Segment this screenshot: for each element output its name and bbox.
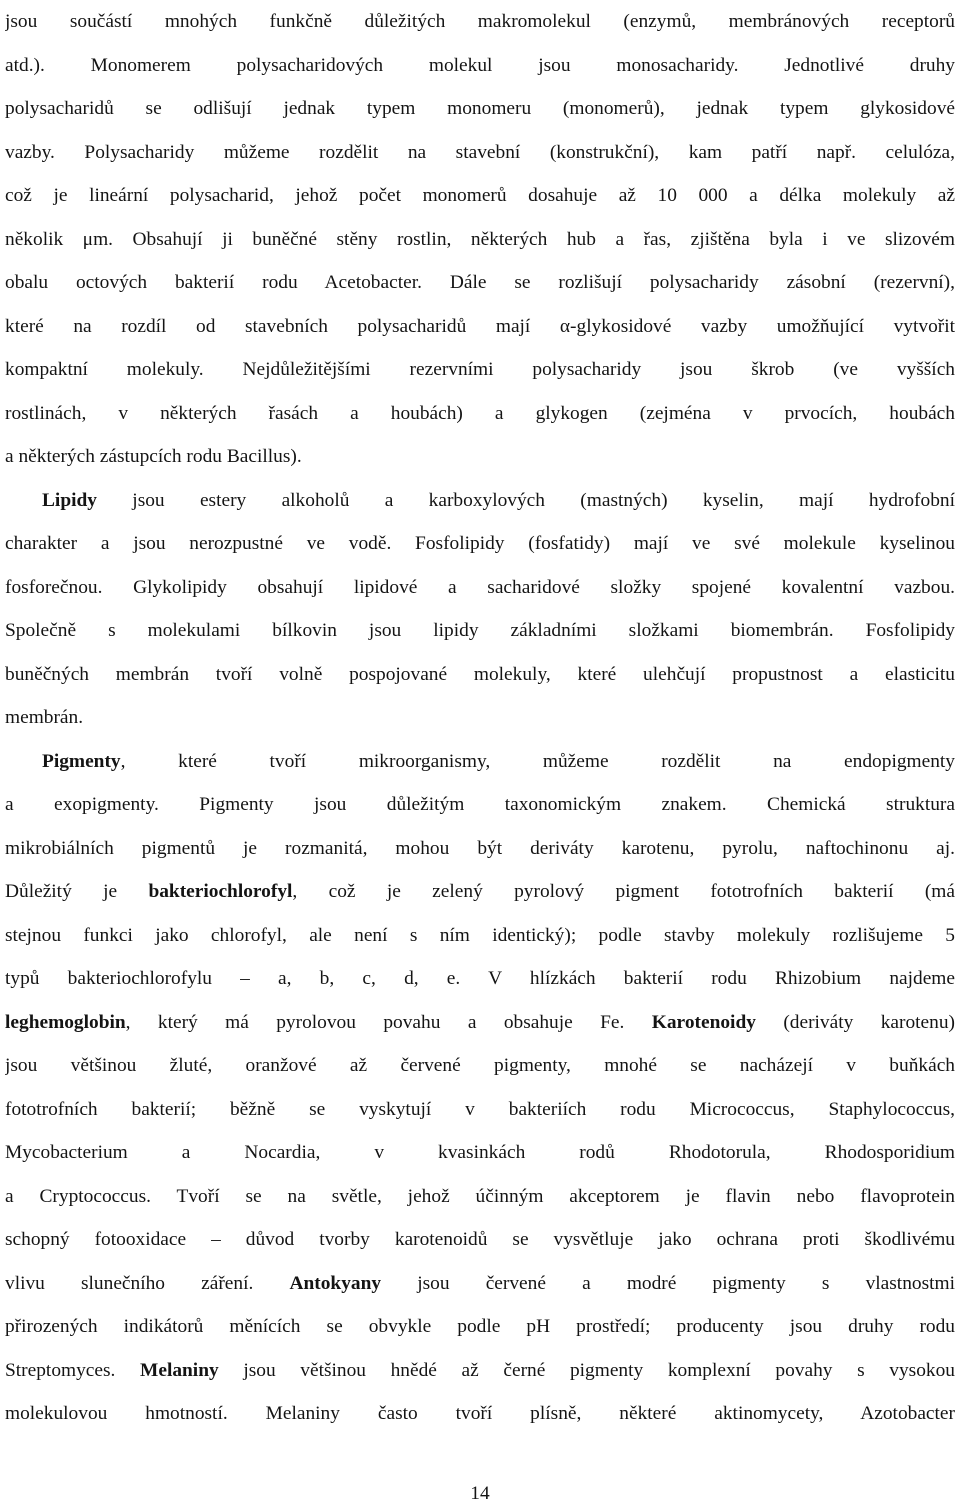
text-line: fosforečnou. Glykolipidy obsahují lipidové a sacharidové složky spojené kovalentní vazbou. bbox=[5, 576, 955, 598]
text-line: Mycobacterium a Nocardia, v kvasinkách rodů Rhodotorula, Rhodosporidium bbox=[5, 1142, 955, 1163]
text-line: jsou většinou žluté, oranžové až červené pigmenty, mnohé se nacházejí v buňkách bbox=[5, 1055, 955, 1076]
text-line: obalu octových bakterií rodu Acetobacter. Dále se rozlišují polysacharidy zásobní (rezervní), bbox=[5, 272, 955, 293]
document-page bbox=[5, 0, 955, 1436]
text-line: molekulovou hmotností. Melaniny často tvoří plísně, některé aktinomycety, Azotobacter bbox=[5, 1403, 955, 1424]
text-span: , což je zelený pyrolový pigment fototrofních bakterií (má bbox=[292, 881, 955, 902]
term-antokyany: Antokyany bbox=[289, 1272, 382, 1294]
text-line: buněčných membrán tvoří volně pospojované molekuly, které ulehčují propustnost a elasticitu bbox=[5, 663, 955, 685]
text-line: vazby. Polysacharidy můžeme rozdělit na stavební (konstrukční), kam patří např. celulóza, bbox=[5, 141, 955, 163]
text-line: několik μm. Obsahují ji buněčné stěny rostlin, některých hub a řas, zjištěna byla i ve slizovém bbox=[5, 228, 955, 250]
text-line: fototrofních bakterií; běžně se vyskytují v bakteriích rodu Micrococcus, Staphylococcus, bbox=[5, 1098, 955, 1120]
term-karotenoidy: Karotenoidy bbox=[651, 1011, 756, 1033]
text-line: rostlinách, v některých řasách a houbách) a glykogen (zejména v prvocích, houbách bbox=[5, 402, 955, 424]
text-line bbox=[5, 1001, 955, 1045]
text-span: Důležitý je bbox=[5, 881, 149, 902]
page-number: 14 bbox=[470, 1483, 490, 1504]
text-line: a Cryptococcus. Tvoří se na světle, jehož účinným akceptorem je flavin nebo flavoprotein bbox=[5, 1185, 955, 1207]
text-line bbox=[5, 479, 955, 523]
paragraph-polysaccharides bbox=[5, 0, 955, 479]
text-span: jsou estery alkoholů a karboxylových (mastných) kyselin, mají hydrofobní bbox=[96, 489, 955, 511]
text-line: stejnou funkci jako chlorofyl, ale není s ním identický); podle stavby molekuly rozlišujeme 5 bbox=[5, 924, 955, 946]
term-melaniny: Melaniny bbox=[140, 1359, 219, 1381]
text-line: což je lineární polysacharid, jehož počet monomerů dosahuje až 10 000 a délka molekuly až bbox=[5, 185, 955, 206]
paragraph-pigments bbox=[5, 740, 955, 1436]
text-span: (deriváty karotenu) bbox=[755, 1011, 955, 1033]
text-line: jsou součástí mnohých funkčně důležitých makromolekul (enzymů, membránových receptorů bbox=[5, 11, 955, 32]
text-span: Streptomyces. bbox=[5, 1359, 141, 1381]
text-line: atd.). Monomerem polysacharidových molekul jsou monosacharidy. Jednotlivé druhy bbox=[5, 54, 955, 76]
text-span: , který má pyrolovou povahu a obsahuje Fe. bbox=[125, 1011, 652, 1033]
term-leghemoglobin: leghemoglobin bbox=[5, 1011, 126, 1033]
text-line: přirozených indikátorů měnících se obvykle podle pH prostředí; producenty jsou druhy rodu bbox=[5, 1316, 955, 1337]
text-line: a některých zástupcích rodu Bacillus). bbox=[5, 446, 302, 467]
text-line: membrán. bbox=[5, 707, 84, 728]
term-lipidy: Lipidy bbox=[42, 489, 97, 511]
term-bakteriochlorofyl: bakteriochlorofyl bbox=[148, 881, 293, 902]
text-span: vlivu slunečního záření. bbox=[5, 1272, 290, 1294]
text-span: , které tvoří mikroorganismy, můžeme rozdělit na endopigmenty bbox=[120, 750, 955, 772]
text-line: a exopigmenty. Pigmenty jsou důležitým taxonomickým znakem. Chemická struktura bbox=[5, 794, 955, 815]
term-pigmenty: Pigmenty bbox=[42, 750, 121, 772]
text-line: které na rozdíl od stavebních polysacharidů mají α-glykosidové vazby umožňující vytvořit bbox=[5, 315, 955, 337]
text-line: typů bakteriochlorofylu – a, b, c, d, e. V hlízkách bakterií rodu Rhizobium najdeme bbox=[5, 968, 955, 989]
paragraph-lipids bbox=[5, 479, 955, 740]
text-line: kompaktní molekuly. Nejdůležitějšími rezervními polysacharidy jsou škrob (ve vyšších bbox=[5, 359, 955, 380]
text-line: schopný fotooxidace – důvod tvorby karotenoidů se vysvětluje jako ochrana proti škodlivému bbox=[5, 1229, 955, 1250]
text-line bbox=[5, 1262, 955, 1306]
text-line: charakter a jsou nerozpustné ve vodě. Fosfolipidy (fosfatidy) mají ve své molekule kyselinou bbox=[5, 533, 955, 554]
text-line bbox=[5, 740, 955, 784]
text-line bbox=[5, 870, 955, 914]
text-line bbox=[5, 1349, 955, 1393]
text-line: Společně s molekulami bílkovin jsou lipidy základními složkami biomembrán. Fosfolipidy bbox=[5, 620, 955, 641]
text-line: mikrobiálních pigmentů je rozmanitá, mohou být deriváty karotenu, pyrolu, naftochinonu aj. bbox=[5, 837, 955, 859]
text-span: jsou většinou hnědé až černé pigmenty komplexní povahy s vysokou bbox=[218, 1359, 955, 1381]
text-span: jsou červené a modré pigmenty s vlastnostmi bbox=[381, 1272, 955, 1294]
text-line: polysacharidů se odlišují jednak typem monomeru (monomerů), jednak typem glykosidové bbox=[5, 98, 955, 119]
